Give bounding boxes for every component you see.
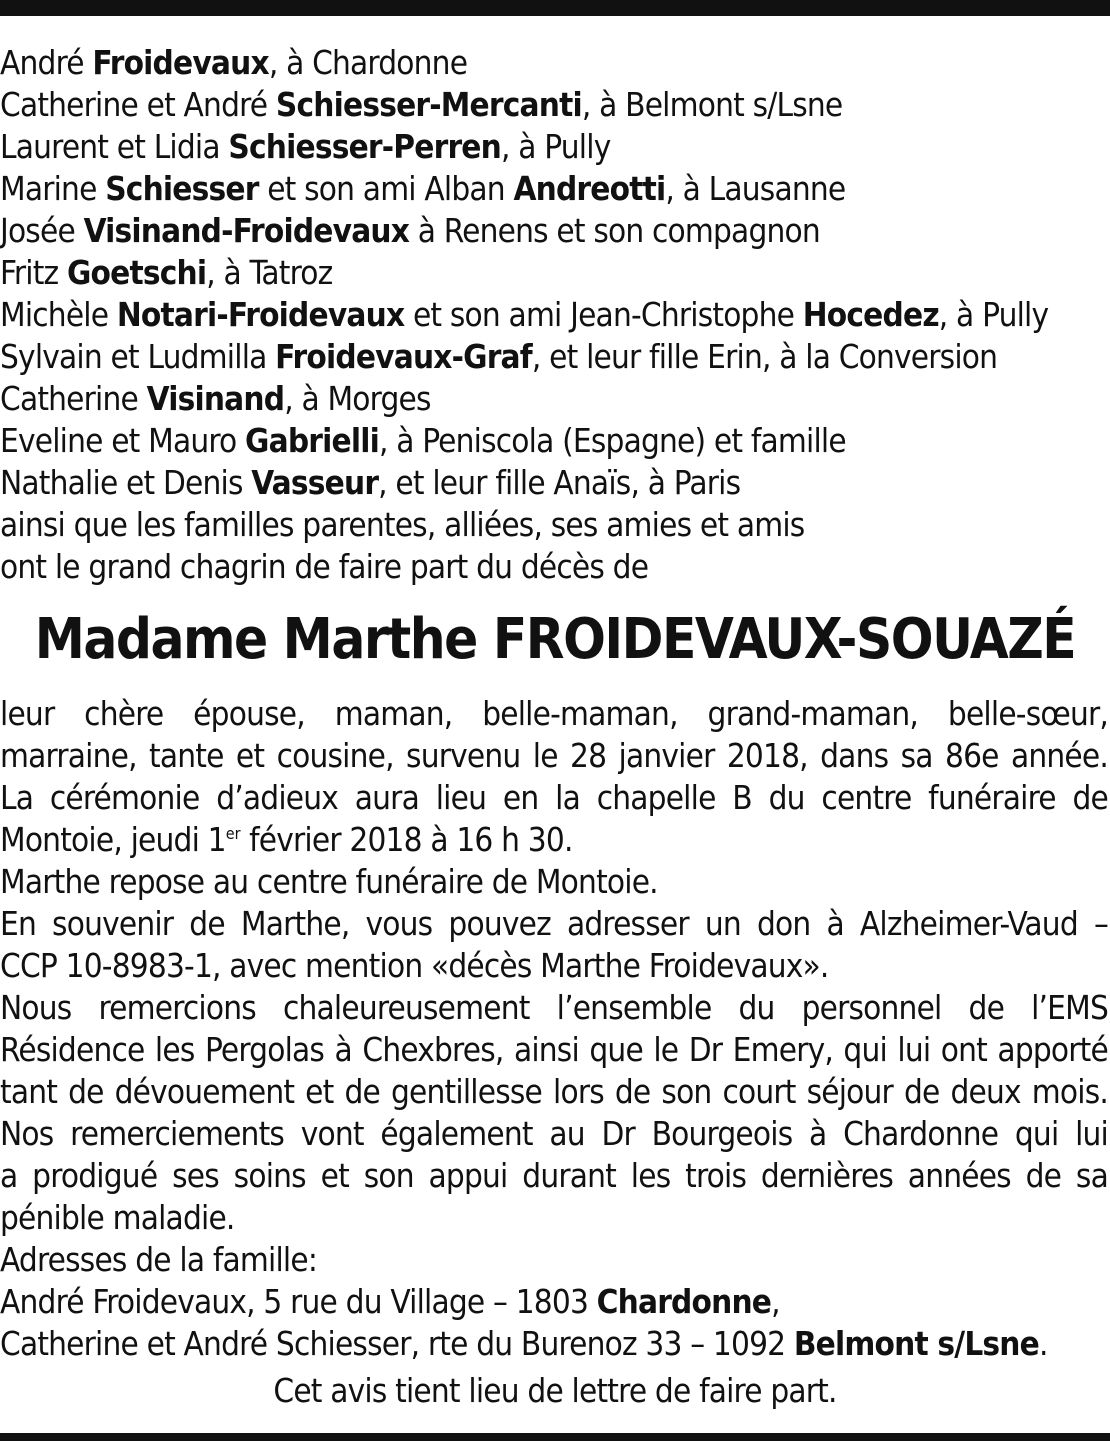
- body-line: CCP 10-8983-1, avec mention «décès Marthe Froidevaux».: [0, 946, 829, 985]
- family-line: Laurent et Lidia Schiesser-Perren, à Pully: [0, 127, 611, 166]
- body-line: marraine, tante et cousine, survenu le 28 janvier 2018, dans sa 86e année.: [0, 736, 1108, 775]
- family-line: André Froidevaux, à Chardonne: [0, 43, 468, 82]
- body-line: Nous remercions chaleureusement l’ensemble du personnel de l’EMS: [0, 988, 1108, 1027]
- address-line: Catherine et André Schiesser, rte du Burenoz 33 – 1092 Belmont s/Lsne.: [0, 1324, 1048, 1363]
- body-line: Résidence les Pergolas à Chexbres, ainsi que le Dr Emery, qui lui ont apporté: [0, 1030, 1108, 1069]
- closing-note: Cet avis tient lieu de lettre de faire part.: [273, 1371, 837, 1410]
- deceased-name: Madame Marthe FROIDEVAUX-SOUAZÉ: [34, 607, 1076, 672]
- family-line: Fritz Goetschi, à Tatroz: [0, 253, 333, 292]
- family-line: Eveline et Mauro Gabrielli, à Peniscola (Espagne) et famille: [0, 421, 846, 460]
- family-line: ainsi que les familles parentes, alliées, ses amies et amis: [0, 505, 805, 544]
- bottom-rule: [0, 1433, 1110, 1441]
- address-line: André Froidevaux, 5 rue du Village – 1803 Chardonne,: [0, 1282, 780, 1321]
- family-line: Josée Visinand-Froidevaux à Renens et son compagnon: [0, 211, 820, 250]
- body-line: leur chère épouse, maman, belle-maman, grand-maman, belle-sœur,: [0, 694, 1108, 733]
- addresses-heading: Adresses de la famille:: [0, 1240, 318, 1279]
- body-line: Nos remerciements vont également au Dr Bourgeois à Chardonne qui lui: [0, 1114, 1108, 1153]
- family-line: Michèle Notari-Froidevaux et son ami Jean-Christophe Hocedez, à Pully: [0, 295, 1049, 334]
- family-line: Nathalie et Denis Vasseur, et leur fille Anaïs, à Paris: [0, 463, 741, 502]
- body-line: La cérémonie d’adieux aura lieu en la chapelle B du centre funéraire de: [0, 778, 1108, 817]
- family-line: Catherine et André Schiesser-Mercanti, à Belmont s/Lsne: [0, 85, 843, 124]
- body-line: Montoie, jeudi 1er février 2018 à 16 h 30.: [0, 820, 573, 859]
- body-line: pénible maladie.: [0, 1198, 235, 1237]
- body-line: En souvenir de Marthe, vous pouvez adresser un don à Alzheimer-Vaud –: [0, 904, 1108, 943]
- body-line: Marthe repose au centre funéraire de Montoie.: [0, 862, 658, 901]
- body-line: tant de dévouement et de gentillesse lors de son court séjour de deux mois.: [0, 1072, 1108, 1111]
- body-line: a prodigué ses soins et son appui durant les trois dernières années de sa: [0, 1156, 1108, 1195]
- family-line: Sylvain et Ludmilla Froidevaux-Graf, et leur fille Erin, à la Conversion: [0, 337, 998, 376]
- family-line: Catherine Visinand, à Morges: [0, 379, 431, 418]
- family-line: Marine Schiesser et son ami Alban Andreotti, à Lausanne: [0, 169, 846, 208]
- family-line: ont le grand chagrin de faire part du décès de: [0, 547, 649, 586]
